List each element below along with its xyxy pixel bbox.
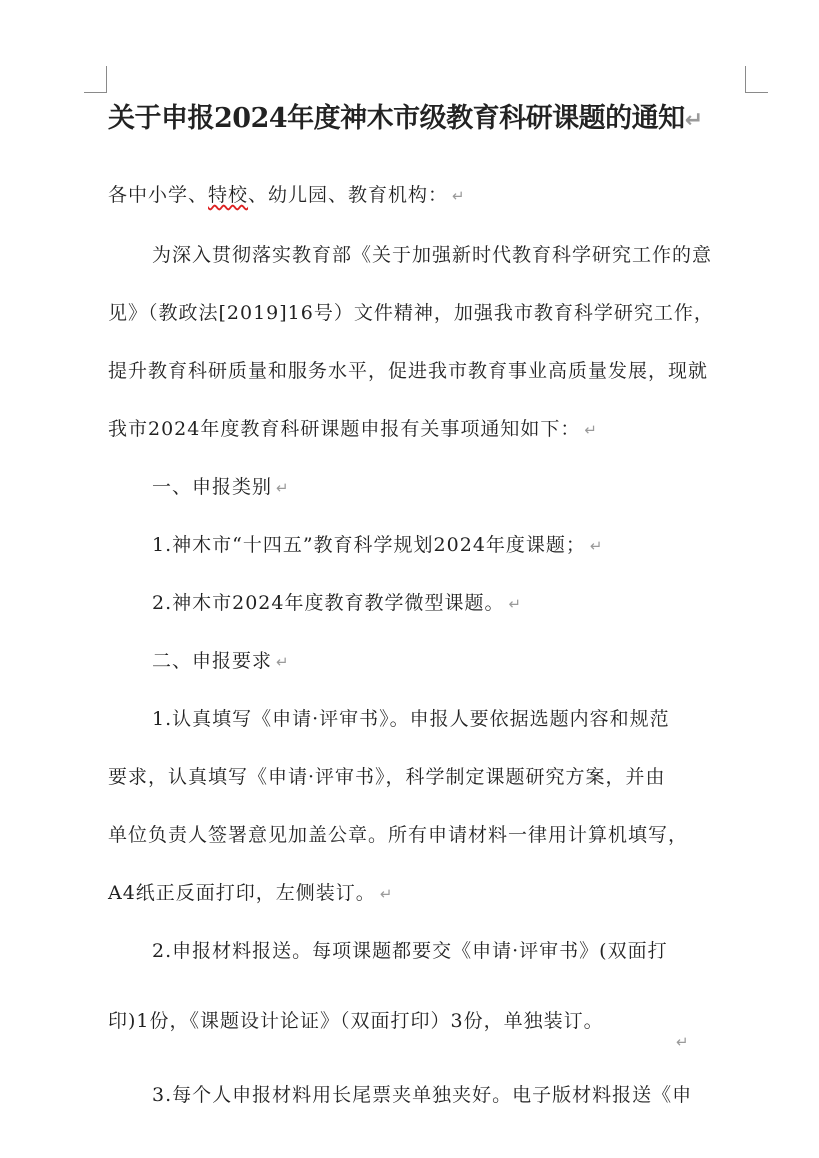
salutation: 各中小学、特校、幼儿园、教育机构： ↵ [108, 184, 466, 206]
paragraph-mark-icon: ↵ [684, 108, 703, 133]
body-line: 印)1份，《课题设计论证》（双面打印）3份，单独装订。 [108, 1010, 604, 1032]
paragraph-mark-icon: ↵ [589, 537, 604, 555]
body-line: 见》（教政法[2019]16号）文件精神，加强我市教育科学研究工作， [108, 302, 714, 324]
body-line: 为深入贯彻落实教育部《关于加强新时代教育科学研究工作的意 [152, 244, 713, 266]
paragraph-mark-icon: ↵ [276, 479, 290, 497]
body-line: 单位负责人签署意见加盖公章。所有申请材料一律用计算机填写， [108, 824, 689, 846]
spellcheck-underlined-word[interactable]: 特校 [208, 184, 249, 206]
section-heading: 二、申报要求 ↵ [152, 650, 290, 672]
body-line: 3.每个人申报材料用长尾票夹单独夹好。电子版材料报送《申 [152, 1084, 693, 1106]
paragraph-mark-icon: ↵ [584, 421, 598, 439]
body-line: A4纸正反面打印，左侧装订。 ↵ [108, 882, 394, 904]
body-line: 2.申报材料报送。每项课题都要交《申请·评审书》(双面打 [152, 940, 668, 962]
list-item: 2.神木市2024年度教育教学微型课题。 ↵ [152, 592, 523, 614]
paragraph-mark-icon: ↵ [276, 653, 290, 671]
list-item: 1.神木市“十四五”教育科学规划2024年度课题； ↵ [152, 534, 604, 556]
paragraph-mark-icon: ↵ [676, 1033, 689, 1051]
crop-mark-top-left [84, 66, 107, 93]
crop-mark-top-right [745, 66, 768, 93]
paragraph-mark-icon: ↵ [452, 187, 466, 205]
document-title: 关于申报2024年度神木市级教育科研课题的通知↵ [108, 103, 703, 134]
paragraph-mark-icon: ↵ [379, 885, 394, 903]
body-line: 提升教育科研质量和服务水平，促进我市教育事业高质量发展，现就 [108, 360, 709, 382]
body-line: 1.认真填写《申请·评审书》。申报人要依据选题内容和规范 [152, 708, 670, 730]
body-line: 要求，认真填写《申请·评审书》，科学制定课题研究方案，并由 [108, 766, 666, 788]
section-heading: 一、申报类别 ↵ [152, 476, 290, 498]
body-line: 我市2024年度教育科研课题申报有关事项通知如下： ↵ [108, 418, 598, 440]
paragraph-mark-icon: ↵ [508, 595, 523, 613]
